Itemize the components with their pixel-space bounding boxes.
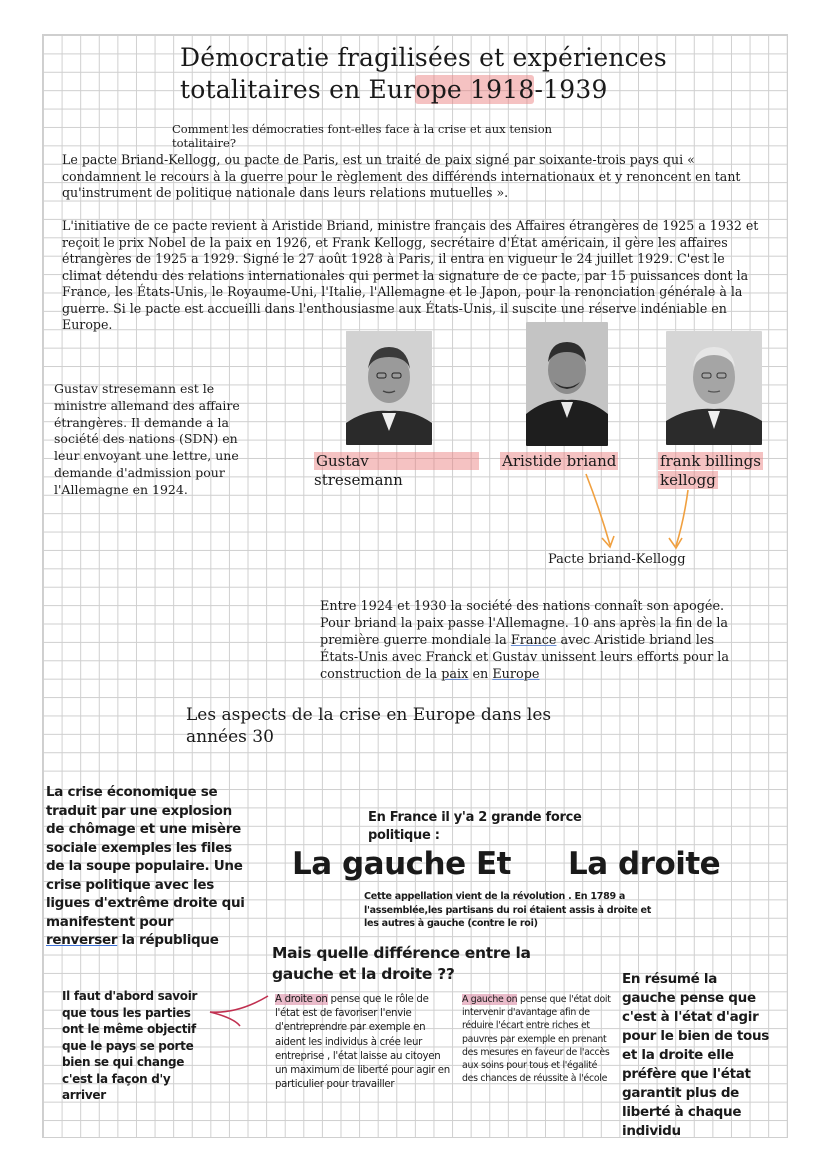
- para3-france: France: [510, 633, 557, 648]
- arrow-briand: [586, 474, 610, 545]
- pacte-label: Pacte briand-Kellogg: [548, 552, 686, 567]
- france-forces-text: En France il y'a 2 grande force politique :: [368, 810, 582, 843]
- gauche-definition: [462, 993, 612, 1085]
- resume-text: En résumé la gauche pense que c'est à l'état d'agir pour le bien de tous et la droite elle préfère que l'état garantit plus de liberté à chaque individu: [622, 971, 770, 1139]
- droite-rest: pense que le rôle de l'état est de favoriser l'envie d'entreprendre par exemple en aident les individus à crée leur entreprise , l'état laisse au citoyen un maximum de liberté pour agir en particulier pour travailler: [275, 994, 450, 1091]
- title-line-1: Démocratie fragilisées et expériences: [180, 43, 667, 72]
- crise-b: la république: [117, 932, 219, 948]
- crise-text: [46, 783, 246, 950]
- para3-b: avec Aristide briand les États-Unis avec Franck et Gustav unissent leurs efforts pour la construction de la: [320, 633, 730, 682]
- paragraph-pacte-initiative: L'initiative de ce pacte revient à Aristide Briand, ministre français des Affaires étrangères de 1925 a 1932 et reçoit le prix Nobel de la paix en 1926, et Frank Kellogg, secrétaire d'État américain, il gère les affaires étrangères de 1925 a 1929. Signé le 27 août 1928 à Paris, il entra en vigueur le 24 juillet 1929. C'est le climat détendu des relations internationales qui permet la signature de ce pacte, par 15 puissances dont la France, les États-Unis, le Royaume-Uni, l'Italie, l'Allemagne et le Japon, pour la renonciation générale à la guerre. Si le pacte est accueilli dans l'enthousiasme aux États-Unis, il suscite une réserve indéniable en Europe.: [62, 218, 759, 332]
- gustav-description: Gustav stresemann est le ministre allemand des affaire étrangères. Il demande a la société des nations (SDN) en leur envoyant une lettre, une demande d'admission pour l'Allemagne en 1924.: [54, 381, 240, 497]
- big-et: Et: [476, 846, 511, 882]
- droite-definition: [275, 993, 455, 1092]
- title-highlight: ope 1918: [415, 75, 535, 104]
- gauche-hl: A gauche on: [462, 994, 518, 1005]
- curve-arrow: [210, 996, 268, 1026]
- crise-a: La crise économique se traduit par une explosion de chômage et une misère sociale exemples les files de la soupe populaire. Une crise politique avec les ligues d'extrême droite qui manifestent pour: [46, 784, 245, 930]
- paragraph-pacte-definition: Le pacte Briand-Kellogg, ou pacte de Paris, est un traité de paix signé par soixante-trois pays qui « condamnent le recours à la guerre pour le règlement des différends internationaux et y renoncent en tant qu'instrument de politique nationale dans leurs relations mutuelles ».: [62, 152, 741, 200]
- name-frank-line2: kellogg: [660, 471, 716, 489]
- name-gustav-line2: stresemann: [314, 471, 403, 489]
- droite-hl: A droite on: [275, 994, 328, 1005]
- arrow-head-kellogg: [669, 538, 682, 548]
- paragraph-sdn: [320, 598, 750, 683]
- name-frank-line1: frank billings: [660, 452, 761, 470]
- appellation-text: Cette appellation vient de la révolution . En 1789 a l'assemblée,les partisans du roi étaient assis à droite et les autres à gauche (contre le roi): [364, 891, 652, 929]
- section-subtitle: Les aspects de la crise en Europe dans les années 30: [186, 705, 552, 747]
- name-gustav-line1: Gustav: [314, 452, 479, 470]
- guiding-question: Comment les démocraties font-elles face à la crise et aux tension totalitaire?: [172, 122, 553, 150]
- big-droite: La droite: [568, 846, 721, 882]
- title-line-2-a: totalitaires en Eur: [180, 75, 416, 104]
- para3-c: en: [468, 667, 493, 682]
- crise-renverser: renverser: [46, 932, 118, 948]
- arrow-kellogg: [676, 490, 688, 546]
- name-briand-label: Aristide briand: [502, 452, 617, 470]
- title-line-2-b: -1939: [534, 75, 608, 104]
- question-difference: Mais quelle différence entre la gauche et la droite ??: [272, 944, 531, 983]
- para3-a: Entre 1924 et 1930 la société des nations connaît son apogée. Pour briand la paix passe l'Allemagne. 10 ans après la fin de la première guerre mondiale la: [320, 599, 729, 648]
- gauche-rest: pense que l'état doit intervenir d'avantage afin de réduire l'écart entre riches et pauvres par exemple en prenant des mesures en faveur de l'accès aux soins pour tous et l'égalité des chances de réussite à l'école: [462, 994, 611, 1085]
- big-gauche: La gauche: [292, 846, 466, 882]
- para3-paix: paix: [441, 667, 469, 682]
- abord-text: Il faut d'abord savoir que tous les parties ont le même objectif que le pays se porte bien se qui change c'est la façon d'y arriver: [62, 989, 198, 1102]
- para3-europe: Europe: [492, 667, 540, 682]
